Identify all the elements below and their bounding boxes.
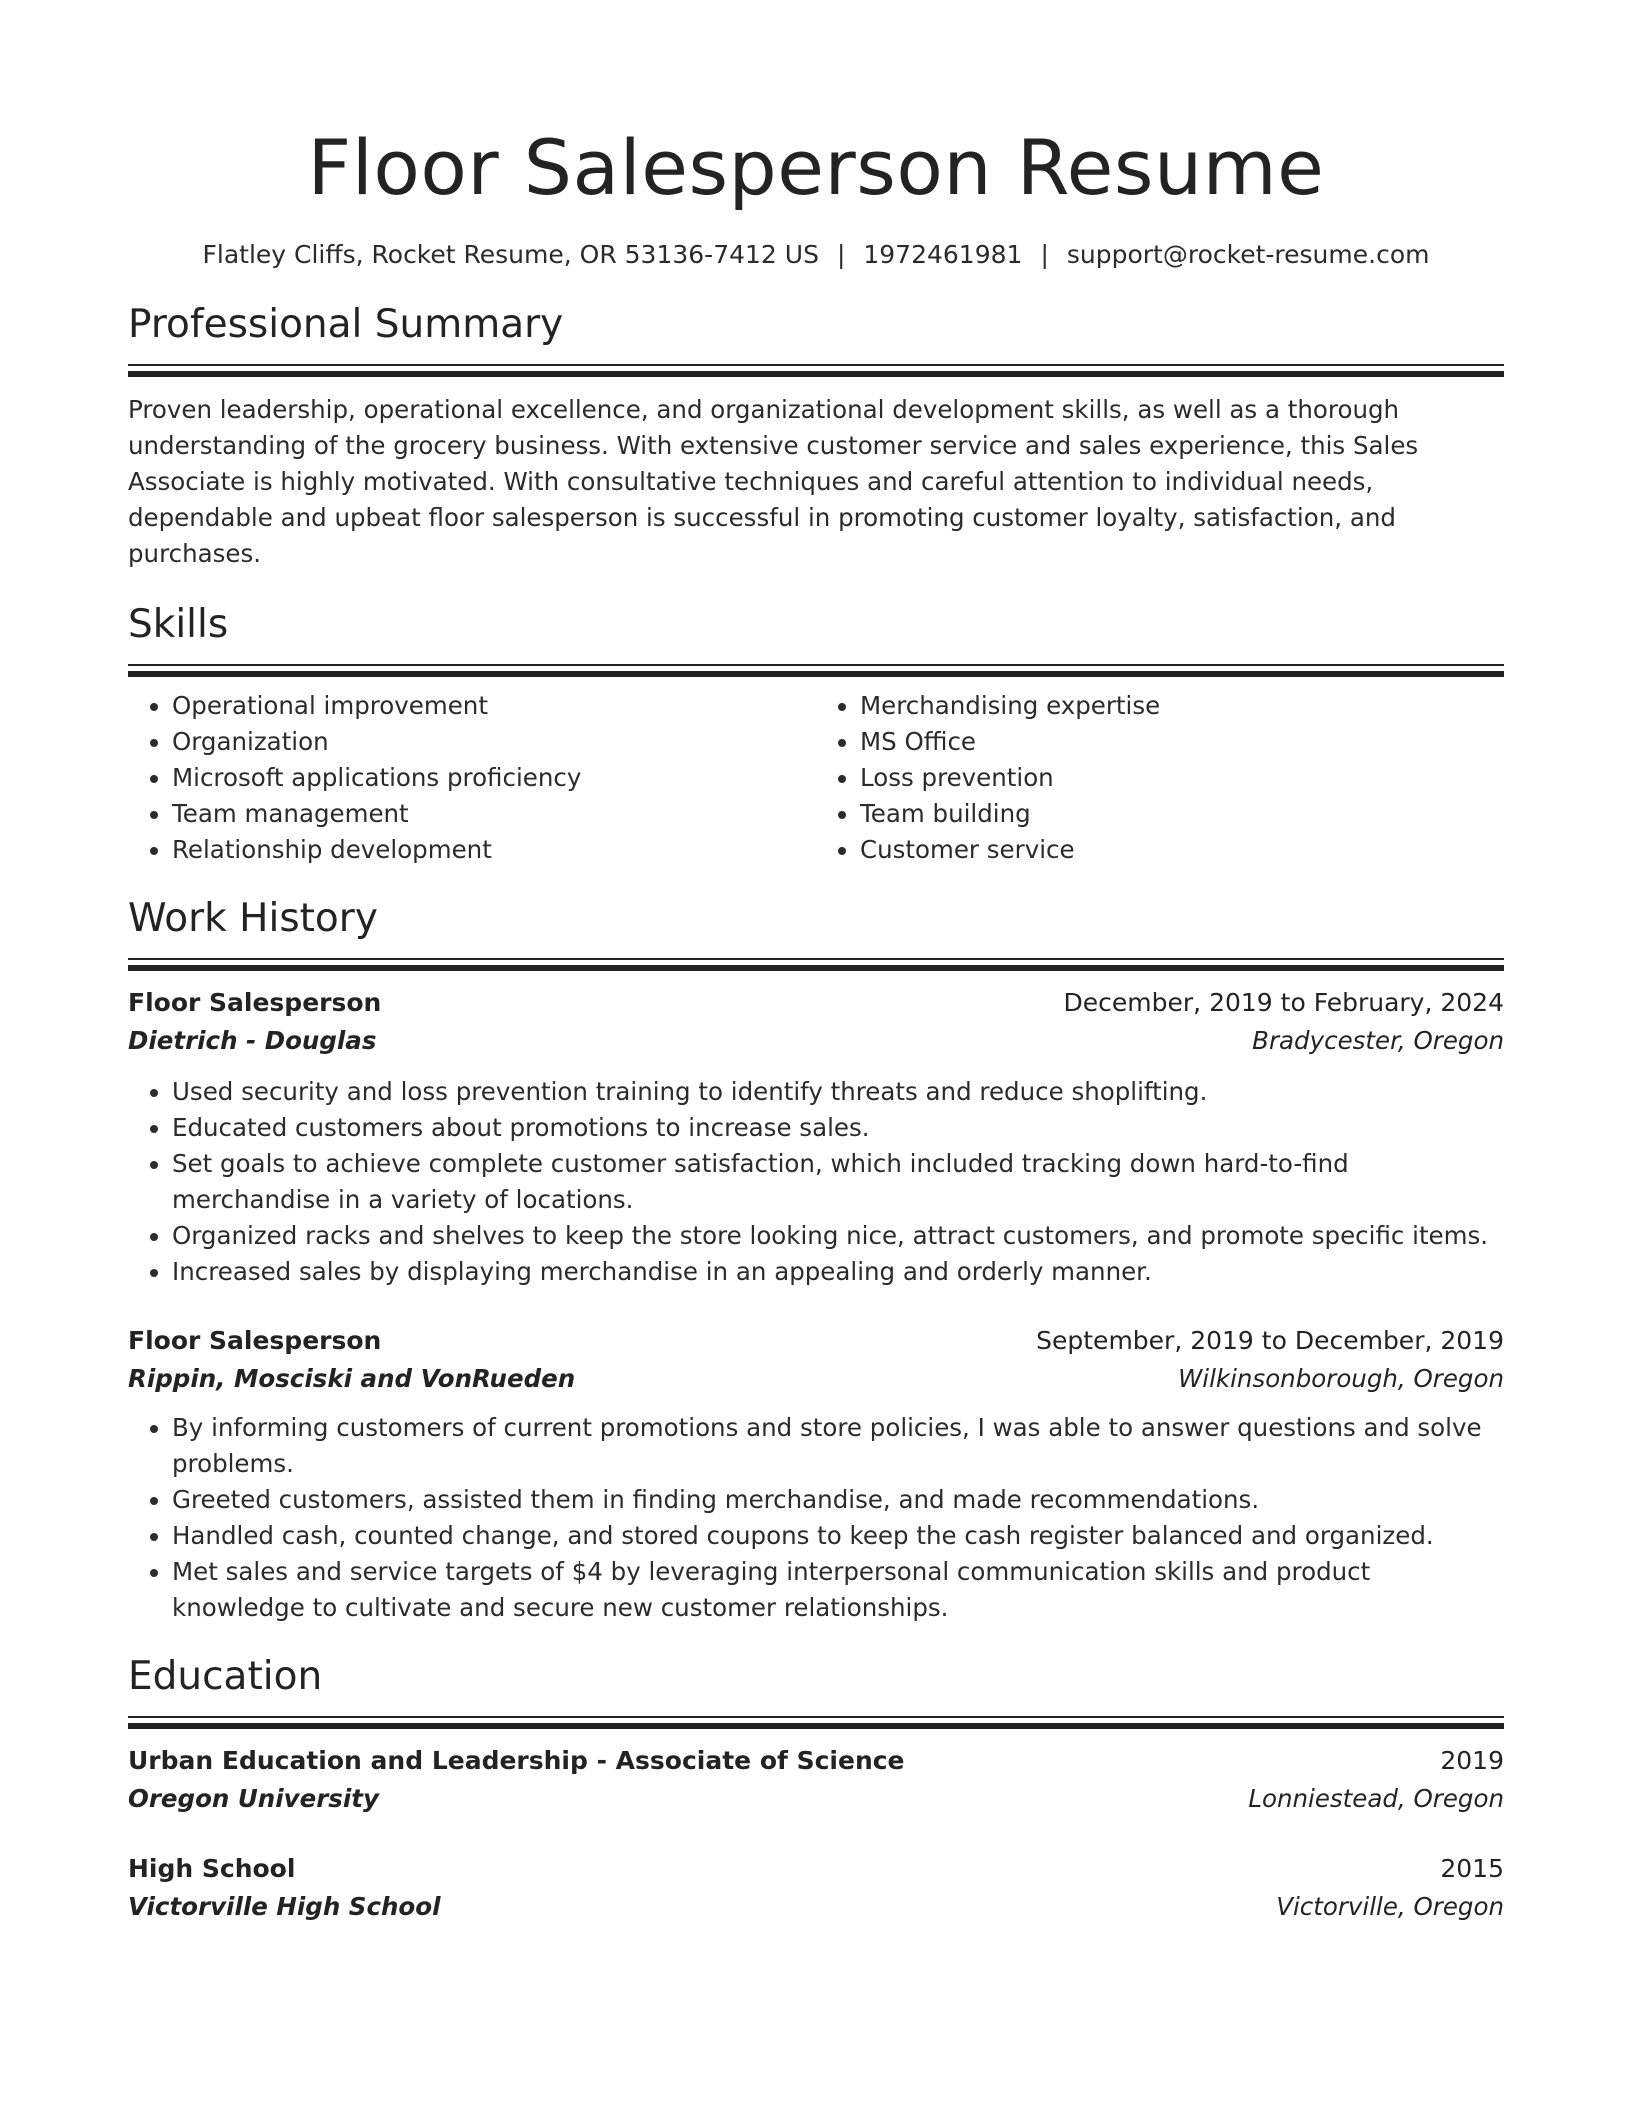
- job-company: Rippin, Mosciski and VonRueden: [128, 1364, 576, 1393]
- job-role: Floor Salesperson: [128, 1326, 382, 1355]
- education-section: [128, 1652, 1504, 1926]
- section-divider: [128, 364, 1504, 376]
- job-header: [128, 1322, 1504, 1360]
- job-bullet: • Met sales and service targets of $4 by leveraging interpersonal communication skills and product knowledge to cultivate and secure new customer relationships.: [172, 1554, 1504, 1626]
- education-year: 2015: [1440, 1854, 1504, 1883]
- job-bullet: • Greeted customers, assisted them in finding merchandise, and made recommendations.: [172, 1482, 1504, 1518]
- education-location: Victorville, Oregon: [1276, 1892, 1504, 1921]
- skill-item: • MS Office: [860, 724, 1504, 760]
- job-company: Dietrich - Douglas: [128, 1026, 377, 1055]
- work-history-section: [128, 894, 1504, 1626]
- skill-item: • Loss prevention: [860, 760, 1504, 796]
- education-school: Oregon University: [128, 1784, 379, 1813]
- education-location: Lonniestead, Oregon: [1248, 1784, 1504, 1813]
- education-subheader: [128, 1780, 1504, 1818]
- section-title-summary: Professional Summary: [128, 302, 564, 347]
- job-dates: December, 2019 to February, 2024: [1063, 988, 1504, 1017]
- job-entry: [128, 984, 1504, 1290]
- job-subheader: [128, 1360, 1504, 1398]
- skill-item: • Operational improvement: [172, 688, 816, 724]
- skills-columns: [128, 688, 1504, 868]
- section-divider: [128, 1716, 1504, 1728]
- job-location: Wilkinsonborough, Oregon: [1178, 1364, 1504, 1393]
- education-header: [128, 1850, 1504, 1888]
- job-bullets: [128, 1410, 1504, 1626]
- job-location: Bradycester, Oregon: [1252, 1026, 1504, 1055]
- section-title-education: Education: [128, 1654, 323, 1699]
- contact-separator: |: [836, 240, 846, 269]
- skill-item: • Microsoft applications proficiency: [172, 760, 816, 796]
- contact-phone: 1972461981: [863, 240, 1023, 269]
- job-entry: [128, 1322, 1504, 1626]
- contact-email: support@rocket-resume.com: [1066, 240, 1430, 269]
- skills-list-right: [816, 688, 1504, 868]
- skills-list-left: [128, 688, 816, 868]
- job-header: [128, 984, 1504, 1022]
- education-entry: [128, 1850, 1504, 1926]
- section-divider: [128, 664, 1504, 676]
- education-subheader: [128, 1888, 1504, 1926]
- contact-separator: |: [1040, 240, 1049, 269]
- contact-line: [128, 238, 1504, 272]
- section-title-work-history: Work History: [128, 896, 378, 941]
- job-bullet: • Educated customers about promotions to increase sales.: [172, 1110, 1504, 1146]
- skill-item: • Customer service: [860, 832, 1504, 868]
- education-year: 2019: [1440, 1746, 1504, 1775]
- education-entry: [128, 1742, 1504, 1818]
- summary-text: Proven leadership, operational excellence, and organizational development skills, as well as a thorough understanding of the grocery business. With extensive customer service and sales experience, this Sales Associate is highly motivated. With consultative techniques and careful attention to individual needs, dependable and upbeat floor salesperson is successful in promoting customer loyalty, satisfaction, and purchases.: [128, 395, 1419, 568]
- job-bullet: • Increased sales by displaying merchandise in an appealing and orderly manner.: [172, 1254, 1504, 1290]
- job-bullet: • Organized racks and shelves to keep the store looking nice, attract customers, and promote specific items.: [172, 1218, 1504, 1254]
- skill-item: • Team building: [860, 796, 1504, 832]
- skill-item: • Relationship development: [172, 832, 816, 868]
- job-dates: September, 2019 to December, 2019: [1036, 1326, 1504, 1355]
- summary-section: [128, 300, 1504, 572]
- job-bullet: • Handled cash, counted change, and stored coupons to keep the cash register balanced and organized.: [172, 1518, 1504, 1554]
- job-subheader: [128, 1022, 1504, 1060]
- skill-item: • Team management: [172, 796, 816, 832]
- section-title-skills: Skills: [128, 602, 229, 647]
- skill-item: • Organization: [172, 724, 816, 760]
- skills-section: [128, 600, 1504, 868]
- education-school: Victorville High School: [128, 1892, 441, 1921]
- education-degree: High School: [128, 1854, 296, 1883]
- resume-title: Floor Salesperson Resume: [307, 123, 1325, 212]
- job-bullet: • Set goals to achieve complete customer satisfaction, which included tracking down hard-to-find merchandise in a variety of locations.: [172, 1146, 1504, 1218]
- skill-item: • Merchandising expertise: [860, 688, 1504, 724]
- job-role: Floor Salesperson: [128, 988, 382, 1017]
- section-divider: [128, 958, 1504, 970]
- job-bullet: • Used security and loss prevention training to identify threats and reduce shoplifting.: [172, 1074, 1504, 1110]
- job-bullet: • By informing customers of current promotions and store policies, I was able to answer questions and solve problems.: [172, 1410, 1504, 1482]
- education-degree: Urban Education and Leadership - Associate of Science: [128, 1746, 905, 1775]
- contact-address: Flatley Cliffs, Rocket Resume, OR 53136-7412 US: [202, 240, 819, 269]
- job-bullets: [128, 1074, 1504, 1290]
- education-header: [128, 1742, 1504, 1780]
